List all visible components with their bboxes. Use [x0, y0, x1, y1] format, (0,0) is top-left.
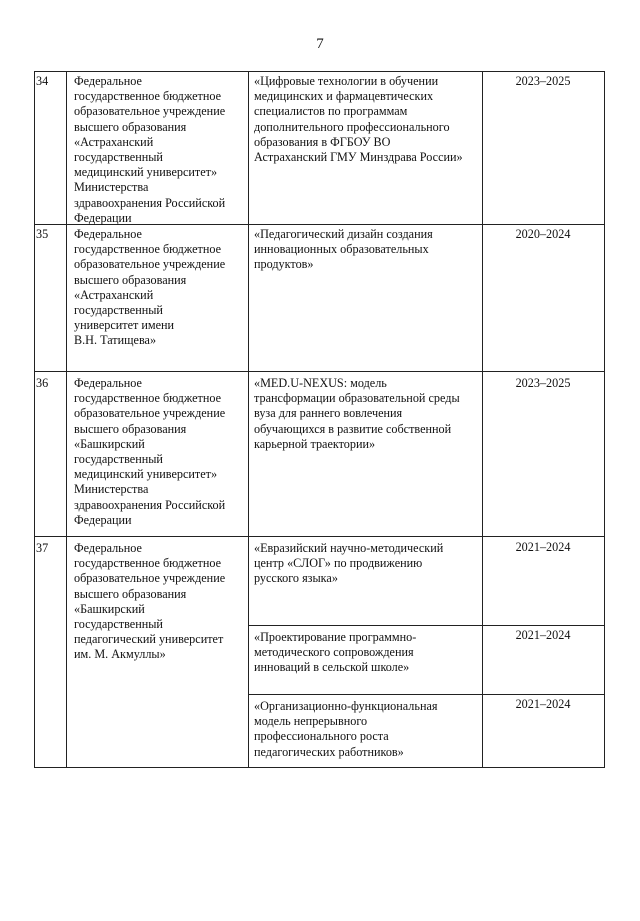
table-rule — [34, 536, 604, 537]
project-title: «Педагогический дизайн создания инновационных образовательных продуктов» — [254, 227, 433, 272]
table-rule — [66, 71, 67, 768]
page-number: 7 — [316, 36, 324, 52]
table-rule — [34, 767, 604, 768]
project-title: «MED.U-NEXUS: модель трансформации образовательной среды вуза для раннего вовлечения обучающихся в развитие собственной карьерной траектории» — [254, 376, 460, 451]
organization-name: Федеральное государственное бюджетное образовательное учреждение высшего образования «Астраханский государственный университет имени В.Н. Татищева» — [74, 227, 226, 348]
project-years: 2023–2025 — [515, 376, 571, 390]
table-rule — [34, 71, 35, 768]
project-years: 2023–2025 — [515, 74, 571, 88]
project-title: «Цифровые технологии в обучении медицинских и фармацевтических специалистов по программам дополнительного профессионального образования в ФГБОУ ВО Астраханский ГМУ Минздрава России» — [254, 74, 463, 165]
project-title: «Проектирование программно- методического сопровождения инноваций в сельской школе» — [254, 630, 417, 675]
row-number: 35 — [36, 227, 49, 241]
project-years: 2020–2024 — [515, 227, 571, 241]
organization-name: Федеральное государственное бюджетное образовательное учреждение высшего образования «Астраханский государственный медицинский университет» Министерства здравоохранения Российской Федерации — [74, 74, 226, 225]
row-number: 34 — [36, 74, 49, 88]
project-years: 2021–2024 — [515, 697, 571, 711]
row-number: 36 — [36, 376, 49, 390]
project-title: «Евразийский научно-методический центр «СЛОГ» по продвижению русского языка» — [254, 541, 444, 586]
project-years: 2021–2024 — [515, 540, 571, 554]
table-rule — [248, 71, 249, 768]
project-years: 2021–2024 — [515, 628, 571, 642]
organization-name: Федеральное государственное бюджетное образовательное учреждение высшего образования «Башкирский государственный педагогический университет им. М. Акмуллы» — [74, 541, 226, 662]
table-rule — [248, 694, 604, 695]
table-rule — [34, 71, 604, 72]
table-rule — [604, 71, 605, 768]
table-rule — [34, 371, 604, 372]
row-number: 37 — [36, 541, 49, 555]
project-title: «Организационно-функциональная модель непрерывного профессионального роста педагогических работников» — [254, 699, 438, 759]
table-rule — [482, 71, 483, 768]
organization-name: Федеральное государственное бюджетное образовательное учреждение высшего образования «Башкирский государственный медицинский университет» Министерства здравоохранения Российской Федерации — [74, 376, 226, 527]
table-rule — [248, 625, 604, 626]
